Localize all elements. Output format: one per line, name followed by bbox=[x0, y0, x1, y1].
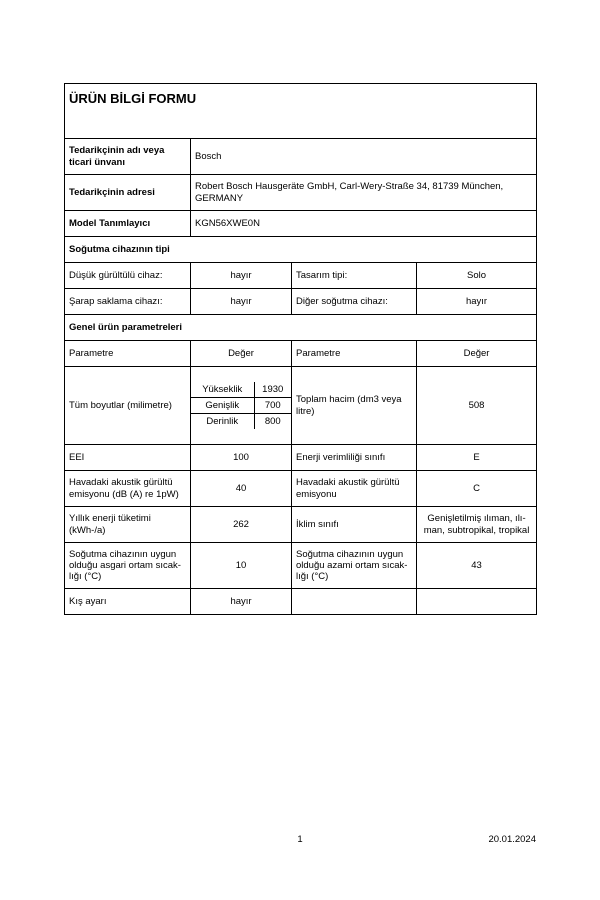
climate-class-label: İklim sınıfı bbox=[292, 507, 417, 543]
min-temp-label: Soğutma cihazının uygun olduğu asgari ortam sıcak-lığı (°C) bbox=[65, 543, 191, 589]
annual-energy-label: Yıllık enerji tüketimi (kWh-/a) bbox=[65, 507, 191, 543]
model-value: KGN56XWE0N bbox=[191, 211, 537, 237]
other-cooling-value: hayır bbox=[417, 289, 537, 315]
eei-value: 100 bbox=[191, 445, 292, 471]
model-label: Model Tanımlayıcı bbox=[65, 211, 191, 237]
energy-class-label: Enerji verimliliği sınıfı bbox=[292, 445, 417, 471]
low-noise-label: Düşük gürültülü cihaz: bbox=[65, 263, 191, 289]
supplier-name-label: Tedarikçinin adı veya ticari ünvanı bbox=[65, 139, 191, 175]
winter-setting-value: hayır bbox=[191, 589, 292, 615]
design-type-value: Solo bbox=[417, 263, 537, 289]
param-header-right: Parametre bbox=[292, 341, 417, 367]
supplier-address-label: Tedarikçinin adresi bbox=[65, 175, 191, 211]
eei-label: EEI bbox=[65, 445, 191, 471]
total-volume-value: 508 bbox=[417, 367, 537, 445]
product-info-table bbox=[64, 83, 537, 615]
min-temp-value: 10 bbox=[191, 543, 292, 589]
max-temp-value: 43 bbox=[417, 543, 537, 589]
noise-class-value: C bbox=[417, 471, 537, 507]
empty-cell-2 bbox=[417, 589, 537, 615]
param-header-left: Parametre bbox=[65, 341, 191, 367]
noise-label: Havadaki akustik gürültü emisyonu (dB (A) re 1pW) bbox=[65, 471, 191, 507]
wine-storage-value: hayır bbox=[191, 289, 292, 315]
footer-date: 20.01.2024 bbox=[488, 834, 536, 845]
design-type-label: Tasarım tipi: bbox=[292, 263, 417, 289]
supplier-address-value: Robert Bosch Hausgeräte GmbH, Carl-Wery-Straße 34, 81739 München, GERMANY bbox=[191, 175, 537, 211]
height-value: 1930 bbox=[254, 382, 291, 398]
winter-setting-label: Kış ayarı bbox=[65, 589, 191, 615]
climate-class-value: Genişletilmiş ılıman, ılı-man, subtropikal, tropikal bbox=[417, 507, 537, 543]
height-label: Yükseklik bbox=[191, 382, 254, 398]
total-volume-label: Toplam hacim (dm3 veya litre) bbox=[292, 367, 417, 445]
width-value: 700 bbox=[254, 397, 291, 413]
noise-value: 40 bbox=[191, 471, 292, 507]
empty-cell-1 bbox=[292, 589, 417, 615]
cooling-type-heading: Soğutma cihazının tipi bbox=[65, 237, 537, 263]
low-noise-value: hayır bbox=[191, 263, 292, 289]
depth-value: 800 bbox=[264, 416, 281, 428]
value-header-left: Değer bbox=[191, 341, 292, 367]
annual-energy-value: 262 bbox=[191, 507, 292, 543]
depth-label: Derinlik bbox=[191, 414, 254, 430]
page-number: 1 bbox=[297, 834, 303, 845]
max-temp-label: Soğutma cihazının uygun olduğu azami ortam sıcak-lığı (°C) bbox=[292, 543, 417, 589]
value-header-right: Değer bbox=[417, 341, 537, 367]
width-label: Genişlik bbox=[191, 397, 254, 413]
other-cooling-label: Diğer soğutma cihazı: bbox=[292, 289, 417, 315]
dimensions-cell bbox=[191, 367, 292, 445]
wine-storage-label: Şarap saklama cihazı: bbox=[65, 289, 191, 315]
dimensions-subtable bbox=[191, 382, 291, 430]
energy-class-value: E bbox=[417, 445, 537, 471]
form-title: ÜRÜN BİLGİ FORMU bbox=[65, 84, 537, 139]
general-params-heading: Genel ürün parametreleri bbox=[65, 315, 537, 341]
supplier-name-value: Bosch bbox=[191, 139, 537, 175]
dimensions-label: Tüm boyutlar (milimetre) bbox=[65, 367, 191, 445]
noise-class-label: Havadaki akustik gürültü emisyonu bbox=[292, 471, 417, 507]
